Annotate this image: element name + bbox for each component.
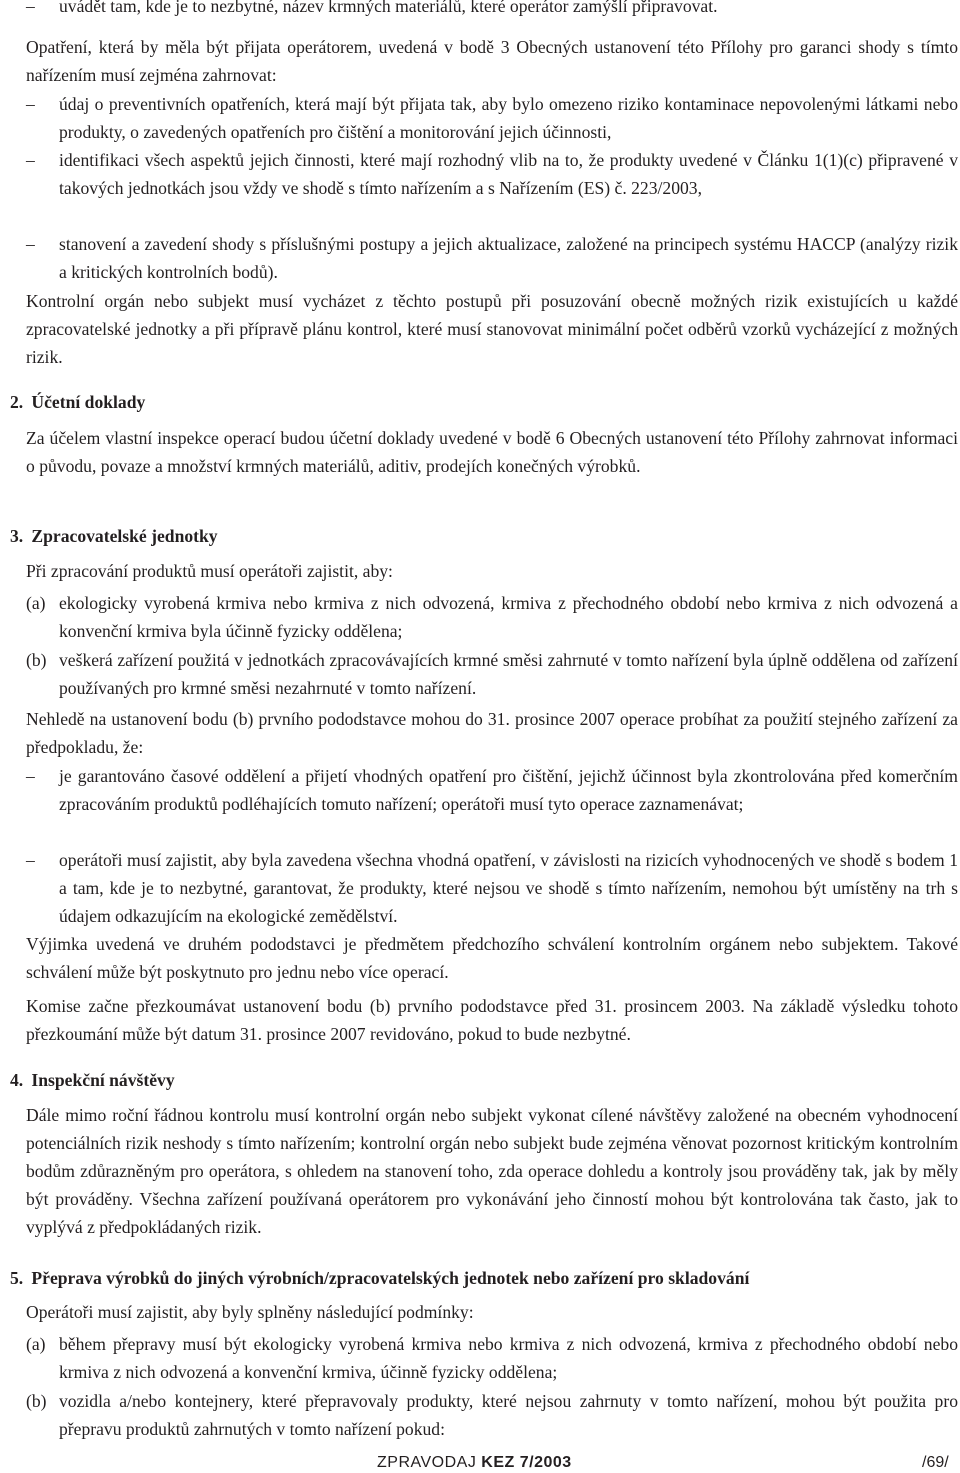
dash-marker: – xyxy=(26,850,35,870)
section-lead: Operátoři musí zajistit, aby byly splněny následující podmínky: xyxy=(26,1302,474,1322)
section-body: Dále mimo roční řádnou kontrolu musí kontrolní orgán nebo subjekt vykonat cílené návštěvy založené na obecném vyhodnocení potenciálních rizik neshody s tímto nařízením; kontrolní orgán nebo subjekt bude zejména věnovat pozornost kritickým kontrolním bodům zdůrazněným pro operátora, s ohledem na stanovení toho, zda operace dohledu a kontroly jsou prováděny tak, jak by měly být prováděny. Všechna zařízení používaná operátorem pro vykonávání jeho činností mohou být kontrolována tak často, jak to vyplývá z předpokládaných rizik. xyxy=(26,1105,958,1237)
section-number: 2. xyxy=(10,392,24,412)
letter-marker: (b) xyxy=(26,1391,47,1411)
control-paragraph: Kontrolní orgán nebo subjekt musí vycházet z těchto postupů při posuzování obecně možných rizik existujících u každé zpracovatelské jednotky a při přípravě plánu kontrol, které musí stanovovat minimální počet odběrů vzorků vycházející z možných rizik. xyxy=(26,291,958,367)
list-item xyxy=(26,146,958,202)
dash-marker: – xyxy=(26,766,35,786)
dash-marker: – xyxy=(26,0,35,16)
section-body: Za účelem vlastní inspekce operací budou účetní doklady uvedené v bodě 6 Obecných ustanovení této Přílohy zahrnovat informaci o původu, povaze a množství krmných materiálů, aditiv, prodejích konečných výrobků. xyxy=(26,428,958,476)
section-title: Přeprava výrobků do jiných výrobních/zpracovatelských jednotek nebo zařízení pro skladování xyxy=(31,1268,750,1288)
section-heading xyxy=(10,522,950,550)
section-heading xyxy=(10,1066,950,1094)
section-heading xyxy=(10,1264,950,1292)
section-title: Zpracovatelské jednotky xyxy=(31,526,218,546)
journal-title: ZPRAVODAJ xyxy=(377,1454,477,1471)
list-item-text: údaj o preventivních opatřeních, která mají být přijata tak, aby bylo omezeno riziko kontaminace nepovolenými látkami nebo produkty, o zavedených opatřeních pro čištění a monitorování jejich účinnosti, xyxy=(59,94,958,142)
dash-marker: – xyxy=(26,150,35,170)
commission-paragraph: Komise začne přezkoumávat ustanovení bodu (b) prvního pododstavce před 31. prosincem 2003. Na základě výsledku tohoto přezkoumání může být datum 31. prosince 2007 revidováno, pokud to bude nezbytné. xyxy=(26,996,958,1044)
journal-name xyxy=(377,1452,572,1473)
letter-marker: (b) xyxy=(26,650,47,670)
section-number: 4. xyxy=(10,1070,24,1090)
section-lead: Při zpracování produktů musí operátoři zajistit, aby: xyxy=(26,561,393,581)
letter-marker: (a) xyxy=(26,1334,46,1354)
lettered-item xyxy=(26,646,958,702)
lettered-item-text: ekologicky vyrobená krmiva nebo krmiva z nich odvozená, krmiva z přechodného období nebo krmiva z nich odvozená a konvenční krmiva byla účinně fyzicky oddělena; xyxy=(59,593,958,641)
lettered-item-text: veškerá zařízení použitá v jednotkách zpracovávajících krmné směsi zahrnuté v tomto nařízení byla úplně oddělena od zařízení používaných pro krmné směsi nezahrnuté v tomto nařízení. xyxy=(59,650,958,698)
lettered-item xyxy=(26,1387,958,1443)
list-item xyxy=(26,762,958,818)
list-item-text: stanovení a zavedení shody s příslušnými postupy a jejich aktualizace, založené na principech systému HACCP (analýzy rizik a kritických kontrolních bodů). xyxy=(59,234,958,282)
page-number: /69/ xyxy=(922,1454,949,1471)
letter-marker: (a) xyxy=(26,593,46,613)
list-item xyxy=(26,0,958,20)
section-number: 3. xyxy=(10,526,24,546)
list-item-text: je garantováno časové oddělení a přijetí vhodných opatření pro čištění, jejichž účinnost byla zkontrolována před komerčním zpracováním produktů podléhajících tomuto nařízení; operátoři musí tyto operace zaznamenávat; xyxy=(59,766,958,814)
section-title: Účetní doklady xyxy=(31,392,146,412)
intro-paragraph: Opatření, která by měla být přijata operátorem, uvedená v bodě 3 Obecných ustanovení této Přílohy pro garanci shody s tímto nařízením musí zejména zahrnovat: xyxy=(26,37,958,85)
journal-issue: KEZ 7/2003 xyxy=(481,1454,572,1471)
lettered-item-text: vozidla a/nebo kontejnery, které přepravovaly produkty, které nejsou zahrnuty v tomto nařízení, mohou být použita pro přepravu produktů zahrnutých v tomto nařízení pokud: xyxy=(59,1391,958,1439)
section-number: 5. xyxy=(10,1268,24,1288)
lettered-item xyxy=(26,1330,958,1386)
list-item xyxy=(26,90,958,146)
list-item-text: identifikaci všech aspektů jejich činnosti, které mají rozhodný vlib na to, že produkty uvedené v Článku 1(1)(c) připravené v takových jednotkách jsou vždy ve shodě s tímto nařízením a s Nařízením (ES) č. 223/2003, xyxy=(59,150,958,198)
lettered-item-text: během přepravy musí být ekologicky vyrobená krmiva nebo krmiva z nich odvozená, krmiva z přechodného období nebo krmiva z nich odvozená a konvenční krmiva, účinně fyzicky oddělena; xyxy=(59,1334,958,1382)
notwithstanding-paragraph: Nehledě na ustanovení bodu (b) prvního pododstavce mohou do 31. prosince 2007 operace probíhat za použití stejného zařízení za předpokladu, že: xyxy=(26,709,958,757)
list-item xyxy=(26,846,958,930)
list-item-text: uvádět tam, kde je to nezbytné, název krmných materiálů, které operátor zamýšlí připravovat. xyxy=(59,0,718,16)
list-item-text: operátoři musí zajistit, aby byla zavedena všechna vhodná opatření, v závislosti na rizicích vyhodnocených ve shodě s bodem 1 a tam, kde je to nezbytné, garantovat, že produkty, které nejsou ve shodě s tímto nařízením, nemohou být umístěny na trh s údajem odkazujícím na ekologické zemědělství. xyxy=(59,850,958,926)
dash-marker: – xyxy=(26,94,35,114)
section-title: Inspekční návštěvy xyxy=(31,1070,175,1090)
lettered-item xyxy=(26,589,958,645)
dash-marker: – xyxy=(26,234,35,254)
section-heading xyxy=(10,388,950,416)
exception-paragraph: Výjimka uvedená ve druhém pododstavci je předmětem předchozího schválení kontrolním orgánem nebo subjektem. Takové schválení může být poskytnuto pro jednu nebo více operací. xyxy=(26,934,958,982)
list-item xyxy=(26,230,958,286)
page-footer xyxy=(0,1452,960,1473)
